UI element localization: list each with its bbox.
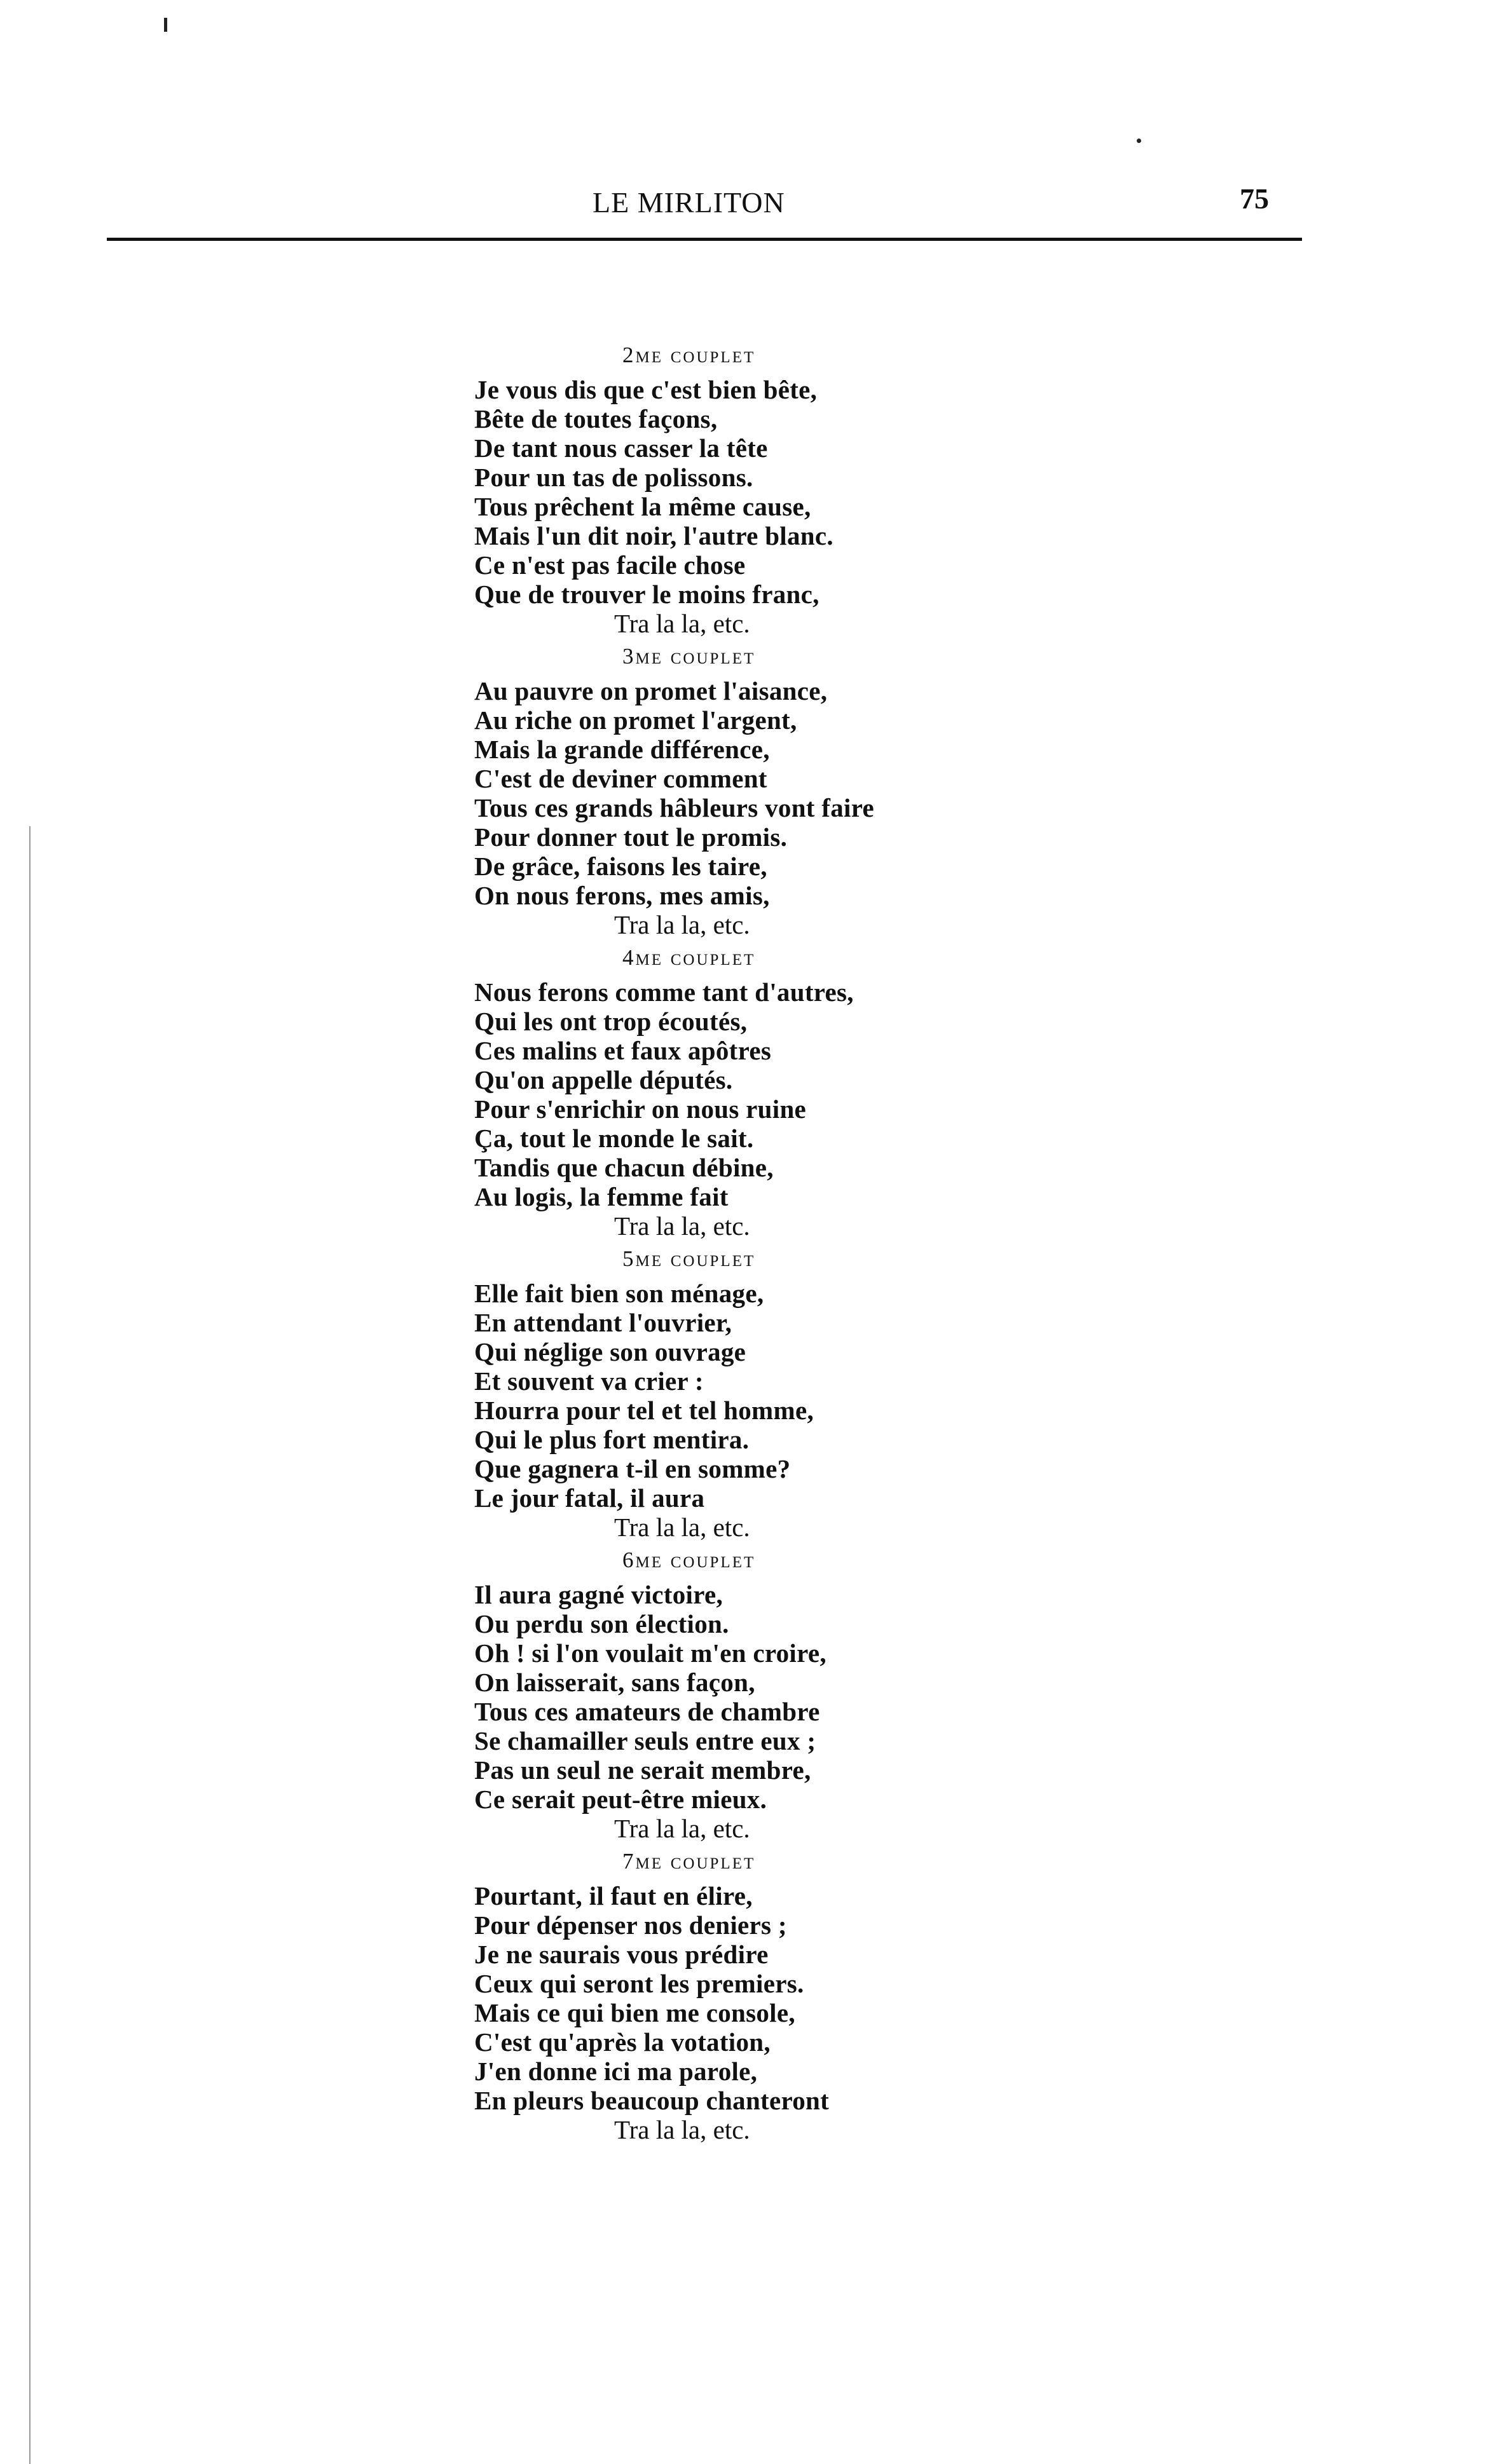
stanza-title: 2me couplet xyxy=(622,343,756,367)
verse-line: De tant nous casser la tête xyxy=(474,433,768,463)
stanza xyxy=(474,1847,1174,2144)
page-edge-line xyxy=(29,826,31,2464)
stanza xyxy=(474,1244,1174,1542)
page-number: 75 xyxy=(1240,182,1269,215)
verse-line: De grâce, faisons les taire, xyxy=(474,852,767,881)
verse-line: Mais la grande différence, xyxy=(474,735,770,764)
stanza xyxy=(474,341,1174,638)
stanza-title: 3me couplet xyxy=(622,644,756,669)
verse-line: Ces malins et faux apôtres xyxy=(474,1036,772,1065)
verse-line: C'est de deviner comment xyxy=(474,764,767,793)
verse-line: Nous ferons comme tant d'autres, xyxy=(474,977,854,1007)
verse-line: Au riche on promet l'argent, xyxy=(474,705,797,735)
verse-line: Elle fait bien son ménage, xyxy=(474,1279,764,1308)
refrain-line: Tra la la, etc. xyxy=(614,609,750,638)
verse-line: Ce serait peut-être mieux. xyxy=(474,1785,767,1814)
poem-body xyxy=(474,337,1174,2144)
verse-line: Tous prêchent la même cause, xyxy=(474,492,811,521)
verse-line: Au pauvre on promet l'aisance, xyxy=(474,676,828,705)
verse-line: En pleurs beaucoup chanteront xyxy=(474,2086,830,2115)
refrain-line: Tra la la, etc. xyxy=(614,1513,750,1542)
verse-line: Pour un tas de polissons. xyxy=(474,463,753,492)
verse-line: Pourtant, il faut en élire, xyxy=(474,1881,753,1910)
refrain-line: Tra la la, etc. xyxy=(614,1814,750,1843)
refrain-line: Tra la la, etc. xyxy=(614,910,750,939)
verse-line: Tous ces grands hâbleurs vont faire xyxy=(474,793,875,822)
verse-line: Tandis que chacun débine, xyxy=(474,1153,774,1182)
verse-line: Ceux qui seront les premiers. xyxy=(474,1969,804,1998)
verse-line: Je vous dis que c'est bien bête, xyxy=(474,375,818,404)
verse-line: C'est qu'après la votation, xyxy=(474,2027,771,2057)
stanza-title: 5me couplet xyxy=(622,1246,756,1271)
verse-line: Que gagnera t-il en somme? xyxy=(474,1454,791,1483)
verse-line: Tous ces amateurs de chambre xyxy=(474,1697,820,1726)
verse-line: Mais l'un dit noir, l'autre blanc. xyxy=(474,521,833,550)
verse-line: Hourra pour tel et tel homme, xyxy=(474,1396,814,1425)
verse-line: Qu'on appelle députés. xyxy=(474,1065,733,1094)
verse-line: Au logis, la femme fait xyxy=(474,1182,729,1211)
verse-line: Qui les ont trop écoutés, xyxy=(474,1007,748,1036)
stanza xyxy=(474,642,1174,939)
verse-line: Le jour fatal, il aura xyxy=(474,1483,705,1513)
verse-line: Mais ce qui bien me console, xyxy=(474,1998,795,2027)
verse-line: Pour s'enrichir on nous ruine xyxy=(474,1094,807,1124)
scan-speck xyxy=(1137,139,1141,143)
verse-line: Pour donner tout le promis. xyxy=(474,822,788,852)
verse-line: J'en donne ici ma parole, xyxy=(474,2057,758,2086)
refrain-line: Tra la la, etc. xyxy=(614,2115,750,2144)
stanza xyxy=(474,1546,1174,1843)
verse-line: Pas un seul ne serait membre, xyxy=(474,1755,811,1785)
verse-line: Ou perdu son élection. xyxy=(474,1609,729,1638)
stanza-title: 6me couplet xyxy=(622,1548,756,1572)
verse-line: Oh ! si l'on voulait m'en croire, xyxy=(474,1638,826,1668)
stanza-title: 4me couplet xyxy=(622,945,756,970)
stanza-title: 7me couplet xyxy=(622,1849,756,1874)
verse-line: Que de trouver le moins franc, xyxy=(474,580,819,609)
verse-line: En attendant l'ouvrier, xyxy=(474,1308,732,1337)
verse-line: Ça, tout le monde le sait. xyxy=(474,1124,754,1153)
verse-line: Qui le plus fort mentira. xyxy=(474,1425,750,1454)
verse-line: Qui néglige son ouvrage xyxy=(474,1337,746,1366)
running-header-title: LE MIRLITON xyxy=(593,186,785,219)
verse-line: Ce n'est pas facile chose xyxy=(474,550,746,580)
verse-line: On laisserait, sans façon, xyxy=(474,1668,755,1697)
verse-line: Et souvent va crier : xyxy=(474,1366,704,1396)
verse-line: Pour dépenser nos deniers ; xyxy=(474,1910,787,1940)
refrain-line: Tra la la, etc. xyxy=(614,1211,750,1241)
header-rule xyxy=(107,238,1302,241)
verse-line: Il aura gagné victoire, xyxy=(474,1580,723,1609)
verse-line: On nous ferons, mes amis, xyxy=(474,881,770,910)
verse-line: Bête de toutes façons, xyxy=(474,404,718,433)
verse-line: Je ne saurais vous prédire xyxy=(474,1940,769,1969)
scan-speck xyxy=(164,18,167,32)
verse-line: Se chamailler seuls entre eux ; xyxy=(474,1726,816,1755)
stanza xyxy=(474,943,1174,1241)
